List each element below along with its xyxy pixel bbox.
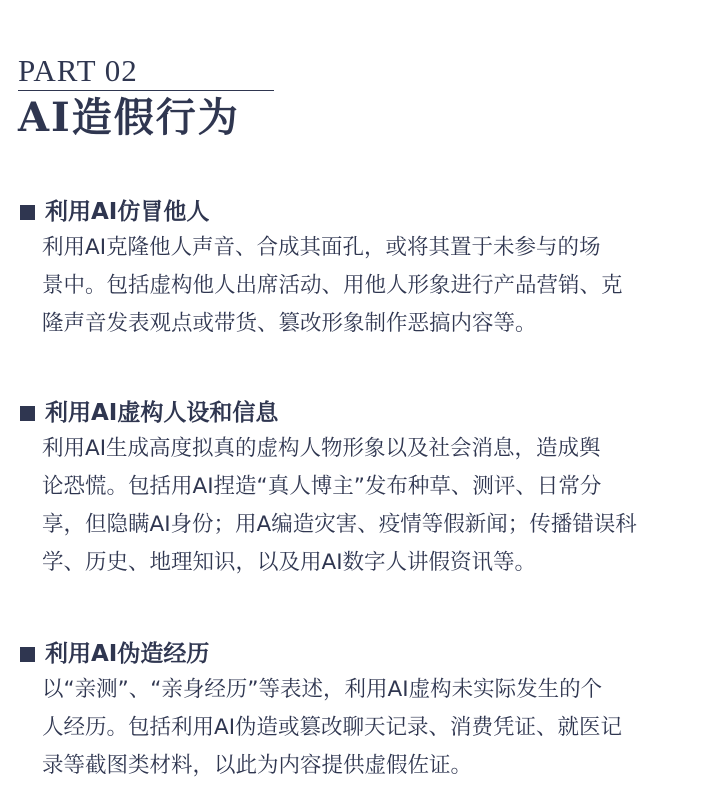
- header-divider: [18, 90, 274, 91]
- section-title: 利用AI虚构人设和信息: [45, 400, 279, 426]
- section-body: [42, 229, 692, 343]
- square-bullet-icon: [20, 205, 35, 220]
- body-line: 录等截图类材料，以此为内容提供虚假佐证。: [42, 753, 473, 778]
- square-bullet-icon: [20, 406, 35, 421]
- body-line: 利用AI克隆他人声音、合成其面孔，或将其置于未参与的场: [42, 235, 601, 260]
- section-body: [42, 671, 692, 785]
- section-heading: [20, 195, 692, 229]
- body-line: 以“亲测”、“亲身经历”等表述，利用AI虚构未实际发生的个: [42, 677, 603, 702]
- page-header: [18, 54, 276, 143]
- section-body: [42, 430, 692, 582]
- section-fake-experience: [20, 637, 692, 785]
- body-line: 隆声音发表观点或带货、篡改形象制作恶搞内容等。: [42, 311, 537, 336]
- part-label: PART 02: [18, 53, 138, 88]
- body-line: 人经历。包括利用AI伪造或篡改聊天记录、消费凭证、就医记: [42, 715, 623, 740]
- section-heading: [20, 396, 692, 430]
- body-line: 景中。包括虚构他人出席活动、用他人形象进行产品营销、克: [42, 273, 623, 298]
- section-impersonation: [20, 195, 692, 343]
- section-fake-persona: [20, 396, 692, 582]
- body-line: 论恐慌。包括用AI捏造“真人博主”发布种草、测评、日常分: [42, 474, 602, 499]
- body-line: 享，但隐瞒AI身份；用A编造灾害、疫情等假新闻；传播错误科: [42, 512, 637, 537]
- section-title: 利用AI伪造经历: [45, 641, 210, 667]
- page-title: AI造假行为: [18, 94, 240, 141]
- section-title: 利用AI仿冒他人: [45, 199, 210, 225]
- square-bullet-icon: [20, 647, 35, 662]
- body-line: 利用AI生成高度拟真的虚构人物形象以及社会消息，造成舆: [42, 436, 601, 461]
- body-line: 学、历史、地理知识，以及用AI数字人讲假资讯等。: [42, 550, 537, 575]
- section-heading: [20, 637, 692, 671]
